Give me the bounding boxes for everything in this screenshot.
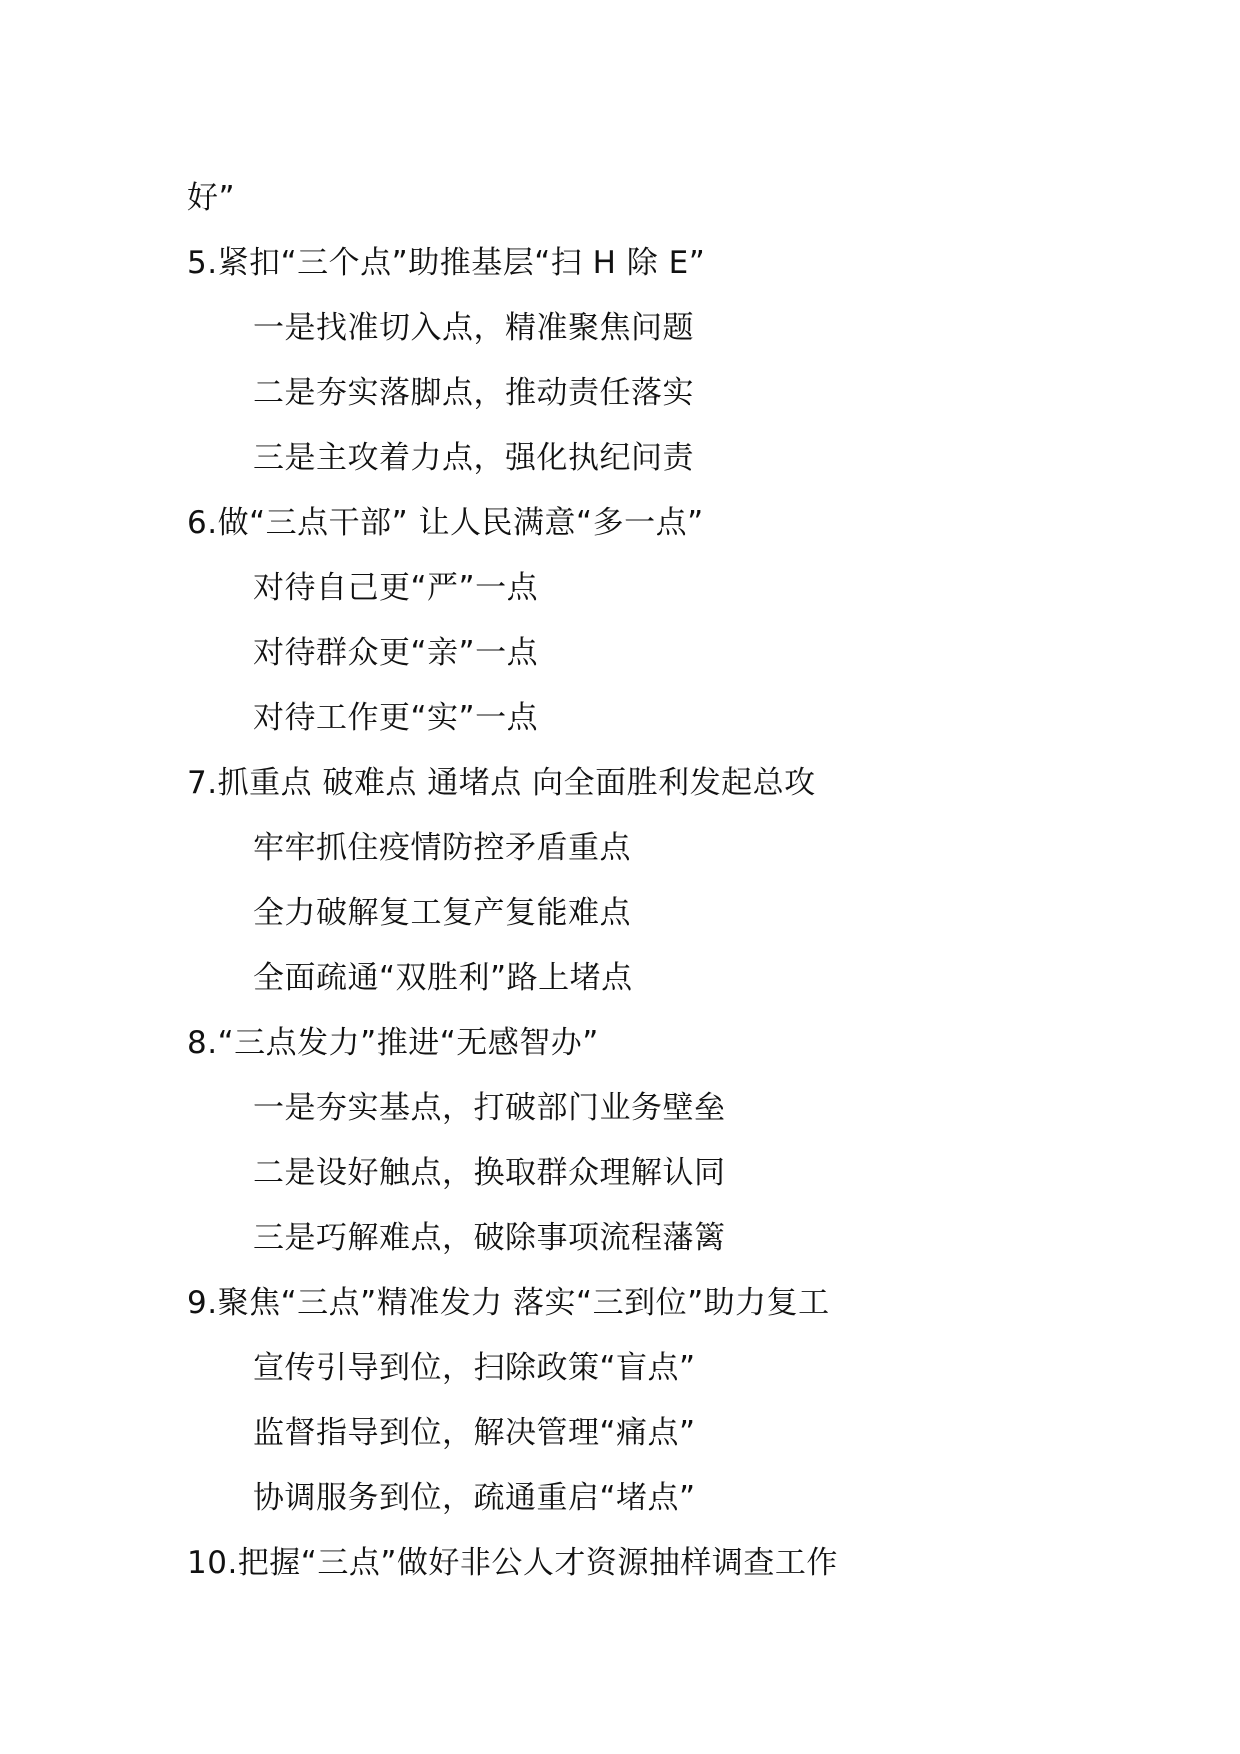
item-9-point-3: 协调服务到位，疏通重启“堵点” [253, 1480, 696, 1516]
item-8-point-1: 一是夯实基点，打破部门业务壁垒 [253, 1090, 726, 1126]
item-6-point-1: 对待自己更“严”一点 [253, 570, 539, 606]
item-heading-10: 10.把握“三点”做好非公人才资源抽样调查工作 [187, 1545, 838, 1581]
item-7-point-2: 全力破解复工复产复能难点 [253, 895, 631, 931]
item-9-point-2: 监督指导到位，解决管理“痛点” [253, 1415, 696, 1451]
item-9-point-1: 宣传引导到位，扫除政策“盲点” [253, 1350, 696, 1386]
item-6-point-2: 对待群众更“亲”一点 [253, 635, 539, 671]
item-heading-8: 8.“三点发力”推进“无感智办” [187, 1025, 599, 1061]
document-body [187, 166, 1167, 1596]
item-heading-5: 5.紧扣“三个点”助推基层“扫 H 除 E” [187, 245, 706, 281]
item-heading-7: 7.抓重点 破难点 通堵点 向全面胜利发起总攻 [187, 765, 816, 801]
item-8-point-2: 二是设好触点，换取群众理解认同 [253, 1155, 726, 1191]
item-5-point-3: 三是主攻着力点，强化执纪问责 [253, 440, 694, 476]
continuation-line: 好” [187, 180, 236, 216]
item-7-point-3: 全面疏通“双胜利”路上堵点 [253, 960, 633, 996]
item-heading-6: 6.做“三点干部” 让人民满意“多一点” [187, 505, 704, 541]
item-8-point-3: 三是巧解难点，破除事项流程藩篱 [253, 1220, 726, 1256]
item-6-point-3: 对待工作更“实”一点 [253, 700, 539, 736]
item-heading-9: 9.聚焦“三点”精准发力 落实“三到位”助力复工 [187, 1285, 830, 1321]
item-5-point-2: 二是夯实落脚点，推动责任落实 [253, 375, 694, 411]
item-5-point-1: 一是找准切入点，精准聚焦问题 [253, 310, 694, 346]
item-7-point-1: 牢牢抓住疫情防控矛盾重点 [253, 830, 631, 866]
